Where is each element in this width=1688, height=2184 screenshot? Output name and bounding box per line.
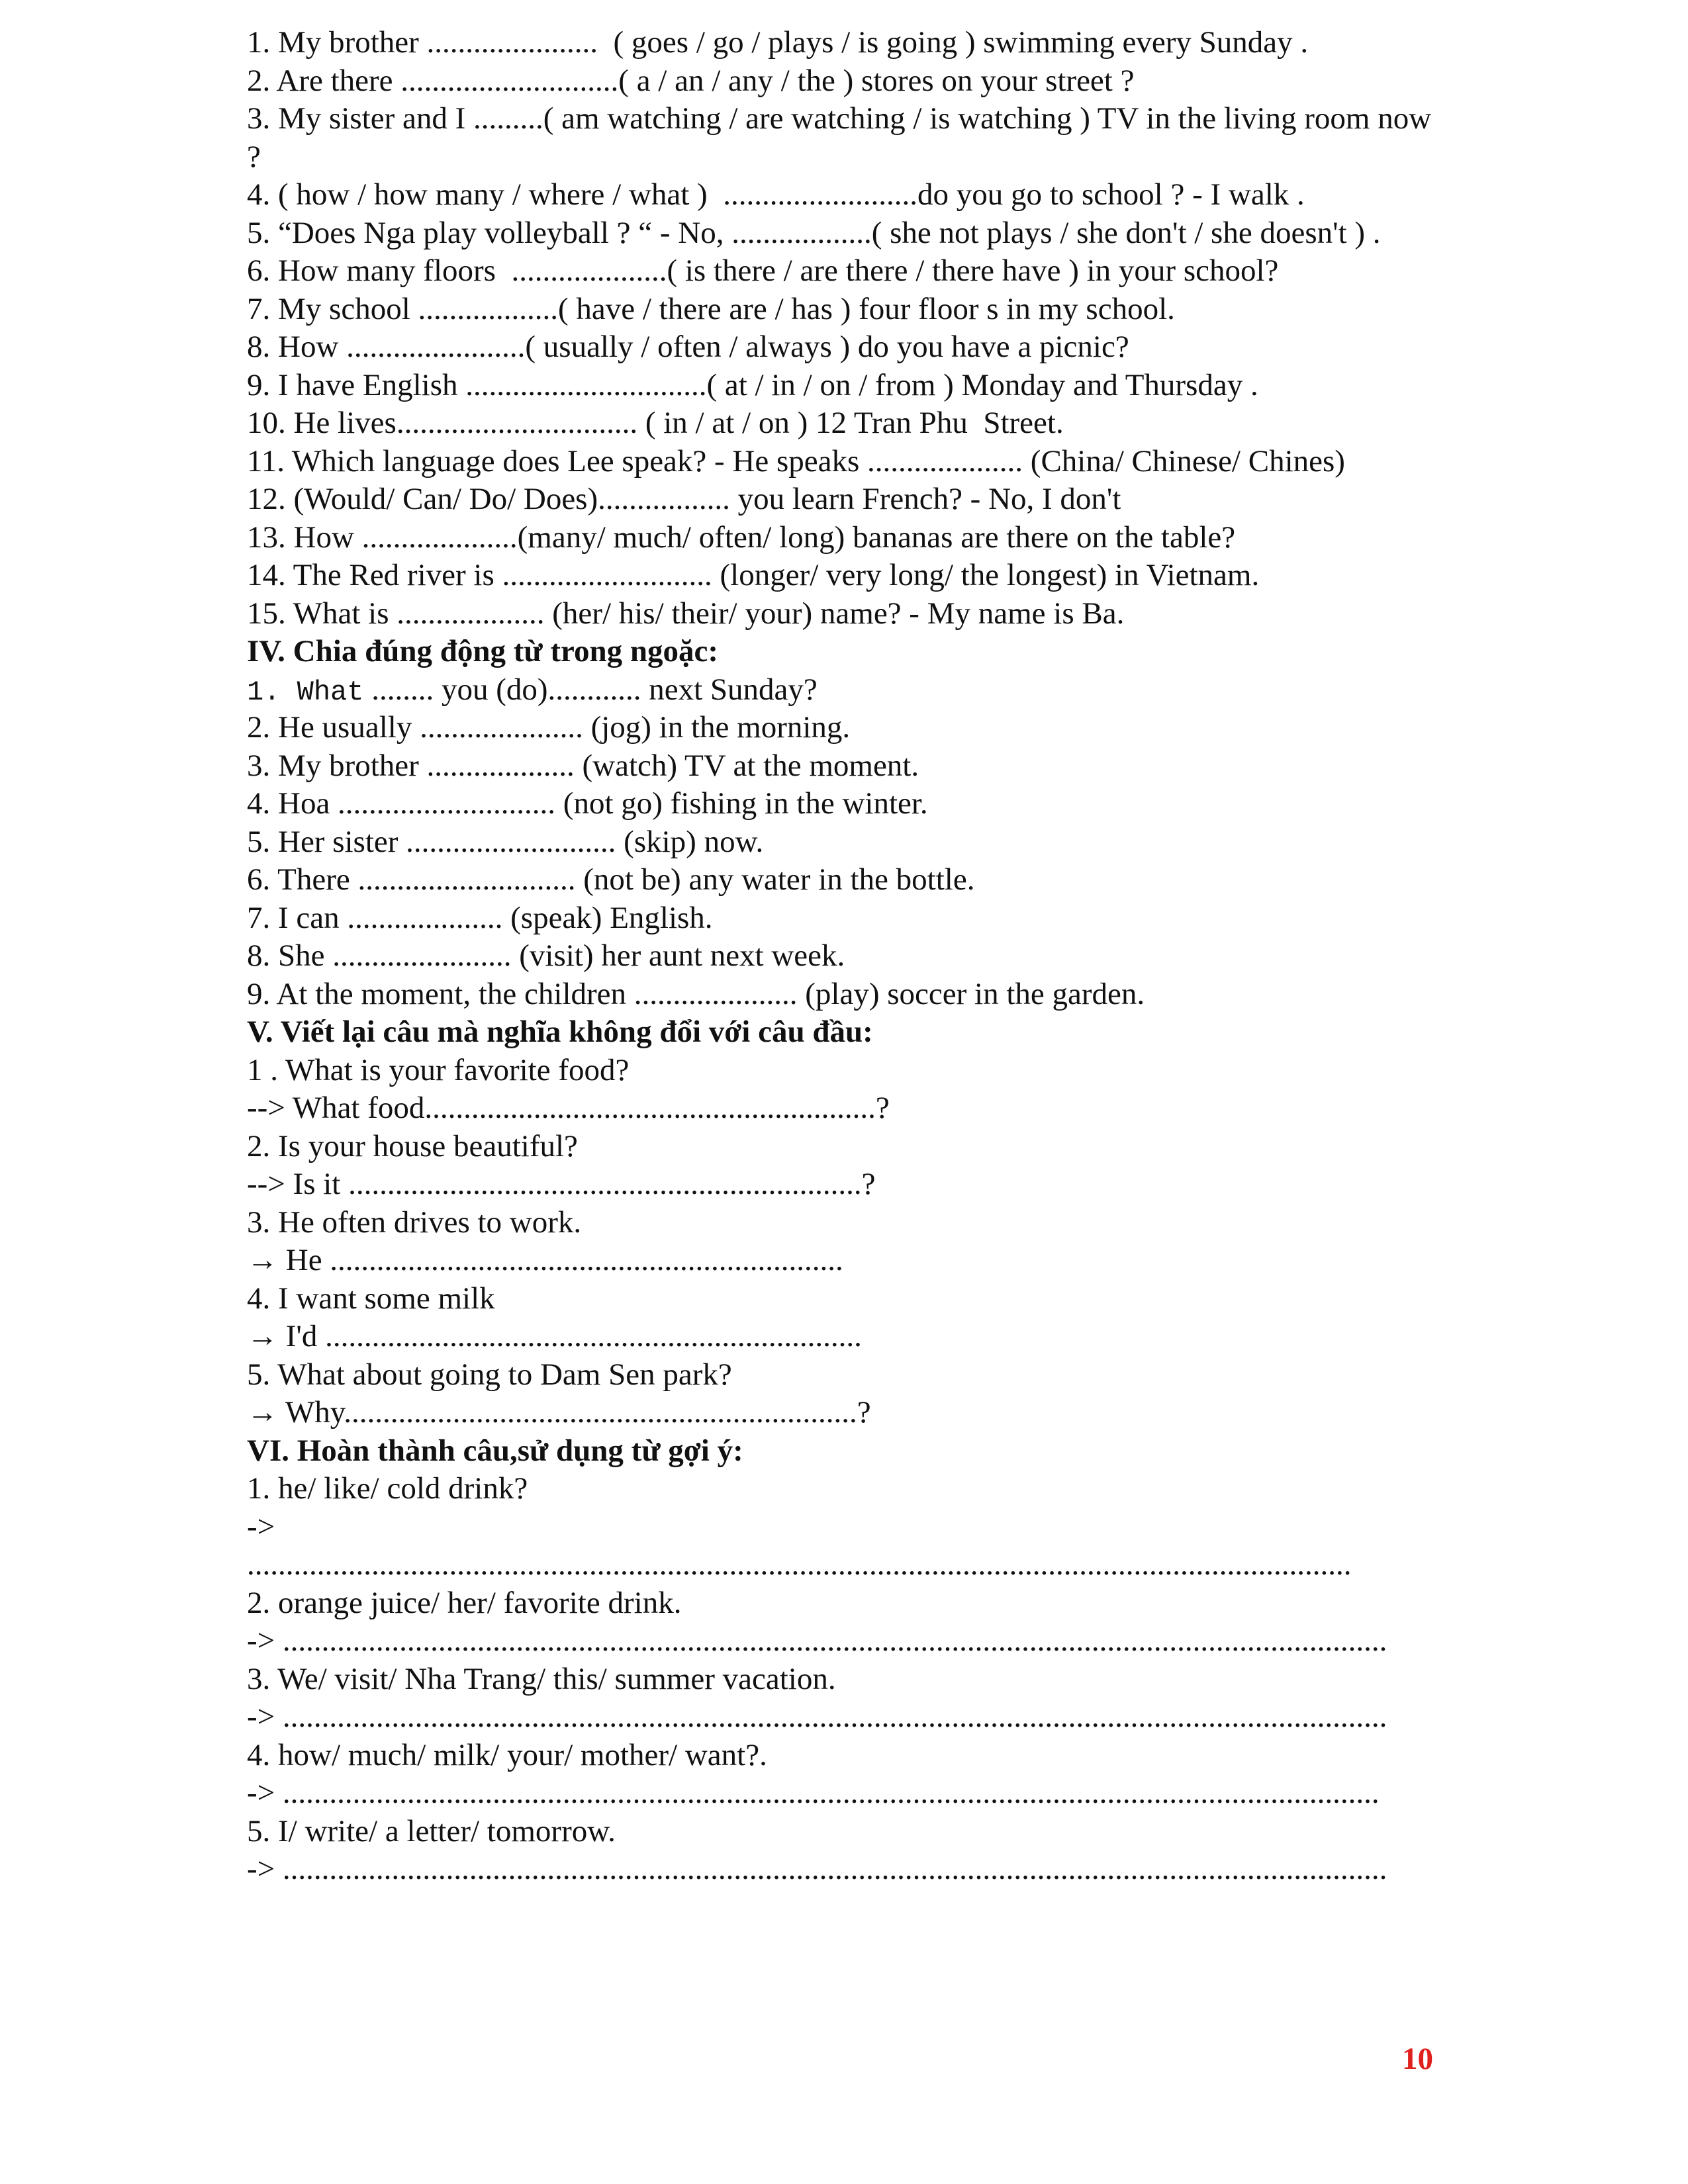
exercise-item: 8. How .......................( usually / often / always ) do you have a picnic?	[247, 330, 1129, 364]
answer-line: -> ..............................................................................................................................................	[247, 1700, 1387, 1734]
exercise-item: 5. “Does Nga play volleyball ? “ - No, ..................( she not plays / she don't / she doesn't ) .	[247, 215, 1381, 250]
exercise-item: 1. he/ like/ cold drink?	[247, 1471, 528, 1506]
answer-line: --> What food..........................................................?	[247, 1091, 890, 1125]
exercise-item: 8. She ....................... (visit) her aunt next week.	[247, 938, 845, 973]
section-iv	[247, 633, 1445, 1013]
section-vi	[247, 1432, 1445, 1889]
exercise-item: 5. I/ write/ a letter/ tomorrow.	[247, 1813, 616, 1848]
exercise-item: 4. how/ much/ milk/ your/ mother/ want?.	[247, 1737, 767, 1772]
answer-line: → I'd .....................................................................	[247, 1319, 862, 1353]
exercise-item: 5. Her sister ........................... (skip) now.	[247, 824, 764, 859]
answer-line: ..............................................................................................................................................	[247, 1547, 1352, 1582]
answer-line: ->	[247, 1509, 275, 1544]
exercise-item: 6. How many floors ....................( is there / are there / there have ) in your school?	[247, 253, 1279, 288]
exercise-item: 2. He usually ..................... (jog) in the morning.	[247, 710, 851, 745]
exercise-item: 7. I can .................... (speak) English.	[247, 900, 713, 935]
exercise-item: 14. The Red river is ........................... (longer/ very long/ the longest) in Vietnam.	[247, 558, 1260, 592]
exercise-item: 1. My brother ...................... ( goes / go / plays / is going ) swimming every Sunday .	[247, 25, 1309, 60]
exercise-item: 2. orange juice/ her/ favorite drink.	[247, 1585, 682, 1620]
answer-line: -> ..............................................................................................................................................	[247, 1623, 1387, 1658]
exercise-item: 6. There ............................ (not be) any water in the bottle.	[247, 862, 975, 897]
exercise-item: 3. He often drives to work.	[247, 1205, 582, 1240]
multiple-choice-section	[247, 24, 1445, 633]
exercise-item: 4. Hoa ............................ (not go) fishing in the winter.	[247, 786, 928, 821]
exercise-item: 5. What about going to Dam Sen park?	[247, 1357, 732, 1392]
exercise-item: 4. ( how / how many / where / what ) .........................do you go to school ? - I walk .	[247, 177, 1305, 212]
answer-line: --> Is it ..................................................................?	[247, 1167, 876, 1201]
exercise-item: 9. At the moment, the children ..................... (play) soccer in the garden.	[247, 976, 1145, 1011]
exercise-item: 2. Are there ............................( a / an / any / the ) stores on your street ?	[247, 63, 1135, 98]
section-iv-heading: IV. Chia đúng động từ trong ngoặc:	[247, 634, 719, 668]
section-v	[247, 1013, 1445, 1432]
exercise-item: 12. (Would/ Can/ Do/ Does)................. you learn French? - No, I don't	[247, 482, 1121, 516]
exercise-item: 1 . What is your favorite food?	[247, 1052, 630, 1087]
exercise-item	[247, 671, 1445, 709]
exercise-item: 3. We/ visit/ Nha Trang/ this/ summer vacation.	[247, 1661, 836, 1696]
exercise-item: 4. I want some milk	[247, 1281, 495, 1316]
page-number: 10	[1402, 2042, 1433, 2076]
exercise-item: 15. What is ................... (her/ his/ their/ your) name? - My name is Ba.	[247, 596, 1125, 631]
exercise-item: 3. My sister and I .........( am watching / are watching / is watching ) TV in the living room now ?	[247, 101, 1432, 174]
item-prefix: 1. What	[247, 676, 364, 708]
section-vi-heading: VI. Hoàn thành câu,sử dụng từ gợi ý:	[247, 1433, 743, 1468]
answer-line: -> .............................................................................................................................................	[247, 1776, 1380, 1810]
item-text: ........ you (do)............ next Sunday?	[363, 672, 818, 707]
exercise-item: 9. I have English ...............................( at / in / on / from ) Monday and Thursday .	[247, 367, 1258, 402]
exercise-item: 11. Which language does Lee speak? - He speaks .................... (China/ Chinese/ Chines)	[247, 443, 1345, 478]
answer-line: → Why..................................................................?	[247, 1395, 871, 1430]
exercise-item: 2. Is your house beautiful?	[247, 1128, 578, 1163]
answer-line: -> ..............................................................................................................................................	[247, 1852, 1387, 1886]
exercise-item: 7. My school ..................( have / there are / has ) four floor s in my school.	[247, 291, 1175, 326]
exercise-item: 3. My brother ................... (watch) TV at the moment.	[247, 748, 919, 783]
exercise-item: 10. He lives............................... ( in / at / on ) 12 Tran Phu Street.	[247, 406, 1064, 440]
worksheet-content	[247, 24, 1445, 1889]
answer-line: → He ..................................................................	[247, 1243, 843, 1277]
exercise-item: 13. How ....................(many/ much/ often/ long) bananas are there on the table?	[247, 520, 1236, 555]
section-v-heading: V. Viết lại câu mà nghĩa không đổi với câu đầu:	[247, 1015, 873, 1049]
